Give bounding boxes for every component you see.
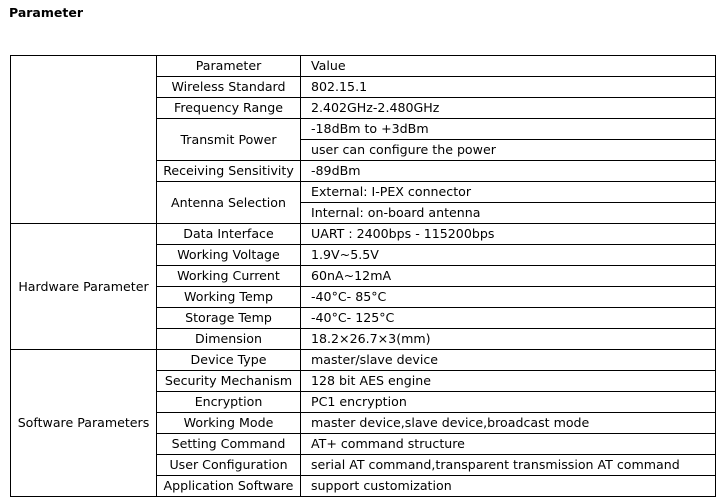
parameter-name: Working Voltage xyxy=(157,245,301,266)
table-row xyxy=(11,350,716,371)
parameter-name: User Configuration xyxy=(157,455,301,476)
parameter-value: Internal: on-board antenna xyxy=(301,203,716,224)
parameter-name: Device Type xyxy=(157,350,301,371)
parameter-value: -18dBm to +3dBm xyxy=(301,119,716,140)
parameter-name: Wireless Standard xyxy=(157,77,301,98)
parameter-value: master device,slave device,broadcast mode xyxy=(301,413,716,434)
parameter-value: master/slave device xyxy=(301,350,716,371)
parameter-value: -40°C- 85°C xyxy=(301,287,716,308)
group-label: Software Parameters xyxy=(11,350,157,497)
parameter-value: support customization xyxy=(301,476,716,497)
parameter-name: Dimension xyxy=(157,329,301,350)
parameter-value: 18.2×26.7×3(mm) xyxy=(301,329,716,350)
parameter-value: AT+ command structure xyxy=(301,434,716,455)
parameter-name: Application Software xyxy=(157,476,301,497)
parameter-table-body xyxy=(11,56,716,497)
parameter-value: 1.9V~5.5V xyxy=(301,245,716,266)
group-label xyxy=(11,56,157,224)
parameter-value: 802.15.1 xyxy=(301,77,716,98)
parameter-value: -40°C- 125°C xyxy=(301,308,716,329)
table-row xyxy=(11,224,716,245)
parameter-value: -89dBm xyxy=(301,161,716,182)
parameter-name: Data Interface xyxy=(157,224,301,245)
parameter-value: 128 bit AES engine xyxy=(301,371,716,392)
parameter-name: Antenna Selection xyxy=(157,182,301,224)
header-parameter: Parameter xyxy=(157,56,301,77)
parameter-table xyxy=(10,55,716,497)
parameter-name: Receiving Sensitivity xyxy=(157,161,301,182)
parameter-value: serial AT command,transparent transmission AT command xyxy=(301,455,716,476)
parameter-name: Working Temp xyxy=(157,287,301,308)
table-header-row xyxy=(11,56,716,77)
header-value: Value xyxy=(301,56,716,77)
parameter-name: Setting Command xyxy=(157,434,301,455)
parameter-name: Working Mode xyxy=(157,413,301,434)
parameter-value: PC1 encryption xyxy=(301,392,716,413)
parameter-name: Frequency Range xyxy=(157,98,301,119)
parameter-name: Encryption xyxy=(157,392,301,413)
parameter-value: 2.402GHz-2.480GHz xyxy=(301,98,716,119)
parameter-value: External: I-PEX connector xyxy=(301,182,716,203)
parameter-name: Transmit Power xyxy=(157,119,301,161)
parameter-value: 60nA~12mA xyxy=(301,266,716,287)
parameter-name: Storage Temp xyxy=(157,308,301,329)
parameter-value: user can configure the power xyxy=(301,140,716,161)
section-heading: Parameter xyxy=(9,5,83,20)
group-label: Hardware Parameter xyxy=(11,224,157,350)
parameter-name: Security Mechanism xyxy=(157,371,301,392)
parameter-value: UART : 2400bps - 115200bps xyxy=(301,224,716,245)
parameter-name: Working Current xyxy=(157,266,301,287)
